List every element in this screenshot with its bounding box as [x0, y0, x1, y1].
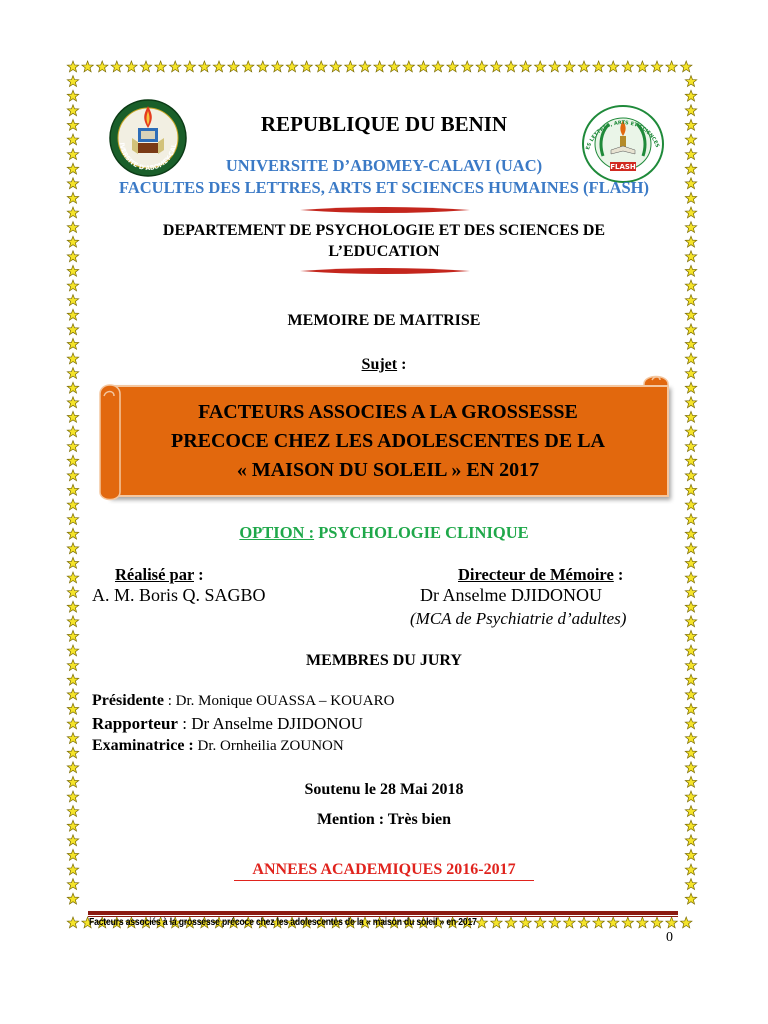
mention: Mention : Très bien: [316, 811, 452, 828]
star-icon: [680, 61, 691, 72]
star-icon: [666, 61, 677, 72]
star-icon: [199, 61, 210, 72]
star-icon: [213, 61, 224, 72]
departement-name: [0, 220, 768, 262]
jury-member: [92, 692, 394, 710]
star-icon: [685, 207, 696, 218]
star-icon: [67, 601, 78, 612]
star-icon: [67, 441, 78, 452]
star-icon: [685, 718, 696, 729]
realise-colon: :: [193, 565, 204, 584]
star-icon: [685, 295, 696, 306]
star-icon: [67, 689, 78, 700]
universite-name: UNIVERSITE D’ABOMEY-CALAVI (UAC): [225, 156, 543, 175]
departement-line-1: DEPARTEMENT DE PSYCHOLOGIE ET DES SCIENCES DE: [162, 222, 606, 239]
star-icon: [169, 61, 180, 72]
star-icon: [685, 879, 696, 890]
star-icon: [111, 61, 122, 72]
star-icon: [564, 61, 575, 72]
star-icon: [155, 61, 166, 72]
author-name: A. M. Boris Q. SAGBO: [92, 585, 266, 605]
star-icon: [685, 543, 696, 554]
star-icon: [67, 411, 78, 422]
star-icon: [126, 61, 137, 72]
director-title: (MCA de Psychiatrie d’adultes): [410, 609, 627, 628]
star-icon: [685, 426, 696, 437]
star-icon: [345, 61, 356, 72]
star-icon: [374, 61, 385, 72]
jury-role: Examinatrice :: [92, 737, 194, 754]
star-icon: [82, 61, 93, 72]
option-line: [0, 523, 768, 543]
directeur-label: Directeur de Mémoire: [458, 565, 614, 584]
soutenu-date: Soutenu le 28 Mai 2018: [304, 781, 464, 798]
star-icon: [685, 265, 696, 276]
document-type: MEMOIRE DE MAITRISE: [287, 312, 481, 329]
star-icon: [685, 893, 696, 904]
star-icon: [578, 61, 589, 72]
republique-title: REPUBLIQUE DU BENIN: [260, 112, 508, 136]
sujet-colon: :: [397, 356, 407, 373]
star-icon: [67, 76, 78, 87]
star-icon: [622, 917, 633, 928]
star-icon: [622, 61, 633, 72]
jury-role: Rapporteur: [92, 714, 178, 733]
star-icon: [67, 733, 78, 744]
star-icon: [549, 917, 560, 928]
title-line-2: PRECOCE CHEZ LES ADOLESCENTES DE LA: [170, 430, 605, 452]
star-icon: [685, 90, 696, 101]
star-icon: [685, 674, 696, 685]
star-icon: [67, 484, 78, 495]
star-icon: [607, 61, 618, 72]
star-icon: [666, 917, 677, 928]
star-icon: [67, 426, 78, 437]
star-icon: [505, 61, 516, 72]
star-icon: [685, 616, 696, 627]
star-icon: [491, 917, 502, 928]
star-icon: [685, 630, 696, 641]
annees-underline: [234, 880, 534, 881]
star-icon: [67, 470, 78, 481]
departement-line-2: L’EDUCATION: [328, 243, 440, 260]
dept-divider: [300, 263, 470, 273]
realise-label: Réalisé par: [115, 565, 194, 584]
star-icon: [685, 601, 696, 612]
star-icon: [315, 61, 326, 72]
star-icon: [564, 917, 575, 928]
star-icon: [67, 557, 78, 568]
star-icon: [651, 61, 662, 72]
option-label: OPTION :: [239, 523, 315, 542]
star-icon: [67, 90, 78, 101]
jury-name: Dr. Ornheilia ZOUNON: [197, 738, 344, 754]
star-icon: [685, 397, 696, 408]
star-icon: [685, 280, 696, 291]
star-icon: [67, 265, 78, 276]
title-line-1: FACTEURS ASSOCIES A LA GROSSESSE: [198, 401, 578, 423]
star-icon: [330, 61, 341, 72]
star-icon: [432, 61, 443, 72]
star-icon: [637, 61, 648, 72]
star-icon: [140, 61, 151, 72]
star-icon: [67, 587, 78, 598]
star-icon: [685, 557, 696, 568]
star-icon: [685, 703, 696, 714]
star-icon: [520, 917, 531, 928]
star-icon: [685, 76, 696, 87]
star-icon: [67, 295, 78, 306]
star-icon: [418, 61, 429, 72]
star-icon: [67, 879, 78, 890]
jury-sep: :: [163, 693, 176, 709]
star-icon: [67, 917, 78, 928]
star-icon: [607, 917, 618, 928]
swash-divider-icon: [300, 205, 470, 215]
star-icon: [67, 616, 78, 627]
star-icon: [184, 61, 195, 72]
star-icon: [228, 61, 239, 72]
star-icon: [67, 762, 78, 773]
star-icon: [651, 917, 662, 928]
star-icon: [67, 572, 78, 583]
star-icon: [67, 703, 78, 714]
star-icon: [593, 61, 604, 72]
star-icon: [67, 207, 78, 218]
header-divider: [300, 202, 470, 212]
realise-par-heading: [115, 565, 204, 585]
star-icon: [491, 61, 502, 72]
star-icon: [549, 61, 560, 72]
star-icon: [359, 61, 370, 72]
option-value: PSYCHOLOGIE CLINIQUE: [314, 523, 529, 542]
star-icon: [96, 61, 107, 72]
star-icon: [685, 747, 696, 758]
star-icon: [520, 61, 531, 72]
star-icon: [685, 835, 696, 846]
director-name: Dr Anselme DJIDONOU: [420, 585, 602, 605]
directeur-heading: [458, 565, 623, 585]
jury-sep: :: [177, 714, 192, 733]
star-icon: [685, 499, 696, 510]
jury-role: Présidente: [92, 692, 164, 709]
star-icon: [476, 917, 487, 928]
star-icon: [685, 587, 696, 598]
star-icon: [637, 917, 648, 928]
star-icon: [242, 61, 253, 72]
svg-text:UNIVERSITE D'ABOMEY-CALAVI: IVERSITE D'ABOMEY-CAL: [117, 142, 178, 173]
star-icon: [685, 572, 696, 583]
star-icon: [447, 61, 458, 72]
star-icon: [67, 674, 78, 685]
annees-academiques: ANNEES ACADEMIQUES 2016-2017: [252, 861, 516, 878]
star-icon: [301, 61, 312, 72]
svg-text:FLASH: FLASH: [610, 163, 636, 171]
star-icon: [461, 61, 472, 72]
star-icon: [257, 61, 268, 72]
star-icon: [67, 543, 78, 554]
star-icon: [67, 718, 78, 729]
star-icon: [67, 835, 78, 846]
star-icon: [680, 917, 691, 928]
footer-rule: [88, 911, 678, 915]
sujet-label: Sujet: [361, 356, 398, 373]
star-icon: [67, 338, 78, 349]
star-icon: [67, 630, 78, 641]
jury-title: MEMBRES DU JURY: [306, 652, 462, 669]
star-icon: [534, 917, 545, 928]
memoire-title: [110, 398, 666, 485]
footer-running-title: Facteurs associés à la grossesse précoce chez les adolescentes de la « maison du soleil » en 2017: [89, 917, 477, 928]
swash-divider-icon: [300, 266, 470, 276]
star-icon: [476, 61, 487, 72]
jury-member: [92, 714, 363, 734]
star-icon: [578, 917, 589, 928]
star-icon: [685, 484, 696, 495]
star-icon: [685, 762, 696, 773]
star-icon: [685, 338, 696, 349]
star-icon: [685, 382, 696, 393]
page-number: 0: [666, 930, 673, 945]
svg-text:FACULTE DES LETTRES, ARTS ET S: ES LETTRES, ARTS ET SCIENCES: [585, 120, 661, 151]
jury-member: [92, 737, 344, 755]
star-icon: [67, 382, 78, 393]
star-icon: [67, 893, 78, 904]
jury-name: Dr Anselme DJIDONOU: [191, 714, 364, 733]
star-icon: [286, 61, 297, 72]
star-icon: [272, 61, 283, 72]
directeur-colon: :: [613, 565, 624, 584]
star-icon: [685, 411, 696, 422]
star-icon: [685, 689, 696, 700]
star-icon: [67, 455, 78, 466]
star-icon: [685, 849, 696, 860]
star-icon: [67, 280, 78, 291]
star-icon: [505, 917, 516, 928]
star-icon: [685, 733, 696, 744]
star-icon: [67, 499, 78, 510]
facultes-name: FACULTES DES LETTRES, ARTS ET SCIENCES HUMAINES (FLASH): [118, 178, 650, 197]
star-icon: [67, 397, 78, 408]
star-icon: [685, 470, 696, 481]
star-icon: [67, 747, 78, 758]
star-icon: [685, 441, 696, 452]
star-icon: [534, 61, 545, 72]
star-icon: [67, 849, 78, 860]
jury-name: Dr. Monique OUASSA – KOUARO: [175, 693, 395, 709]
star-icon: [685, 455, 696, 466]
star-icon: [593, 917, 604, 928]
star-icon: [67, 61, 78, 72]
star-icon: [403, 61, 414, 72]
star-icon: [388, 61, 399, 72]
title-line-3: « MAISON DU SOLEIL » EN 2017: [236, 459, 540, 481]
